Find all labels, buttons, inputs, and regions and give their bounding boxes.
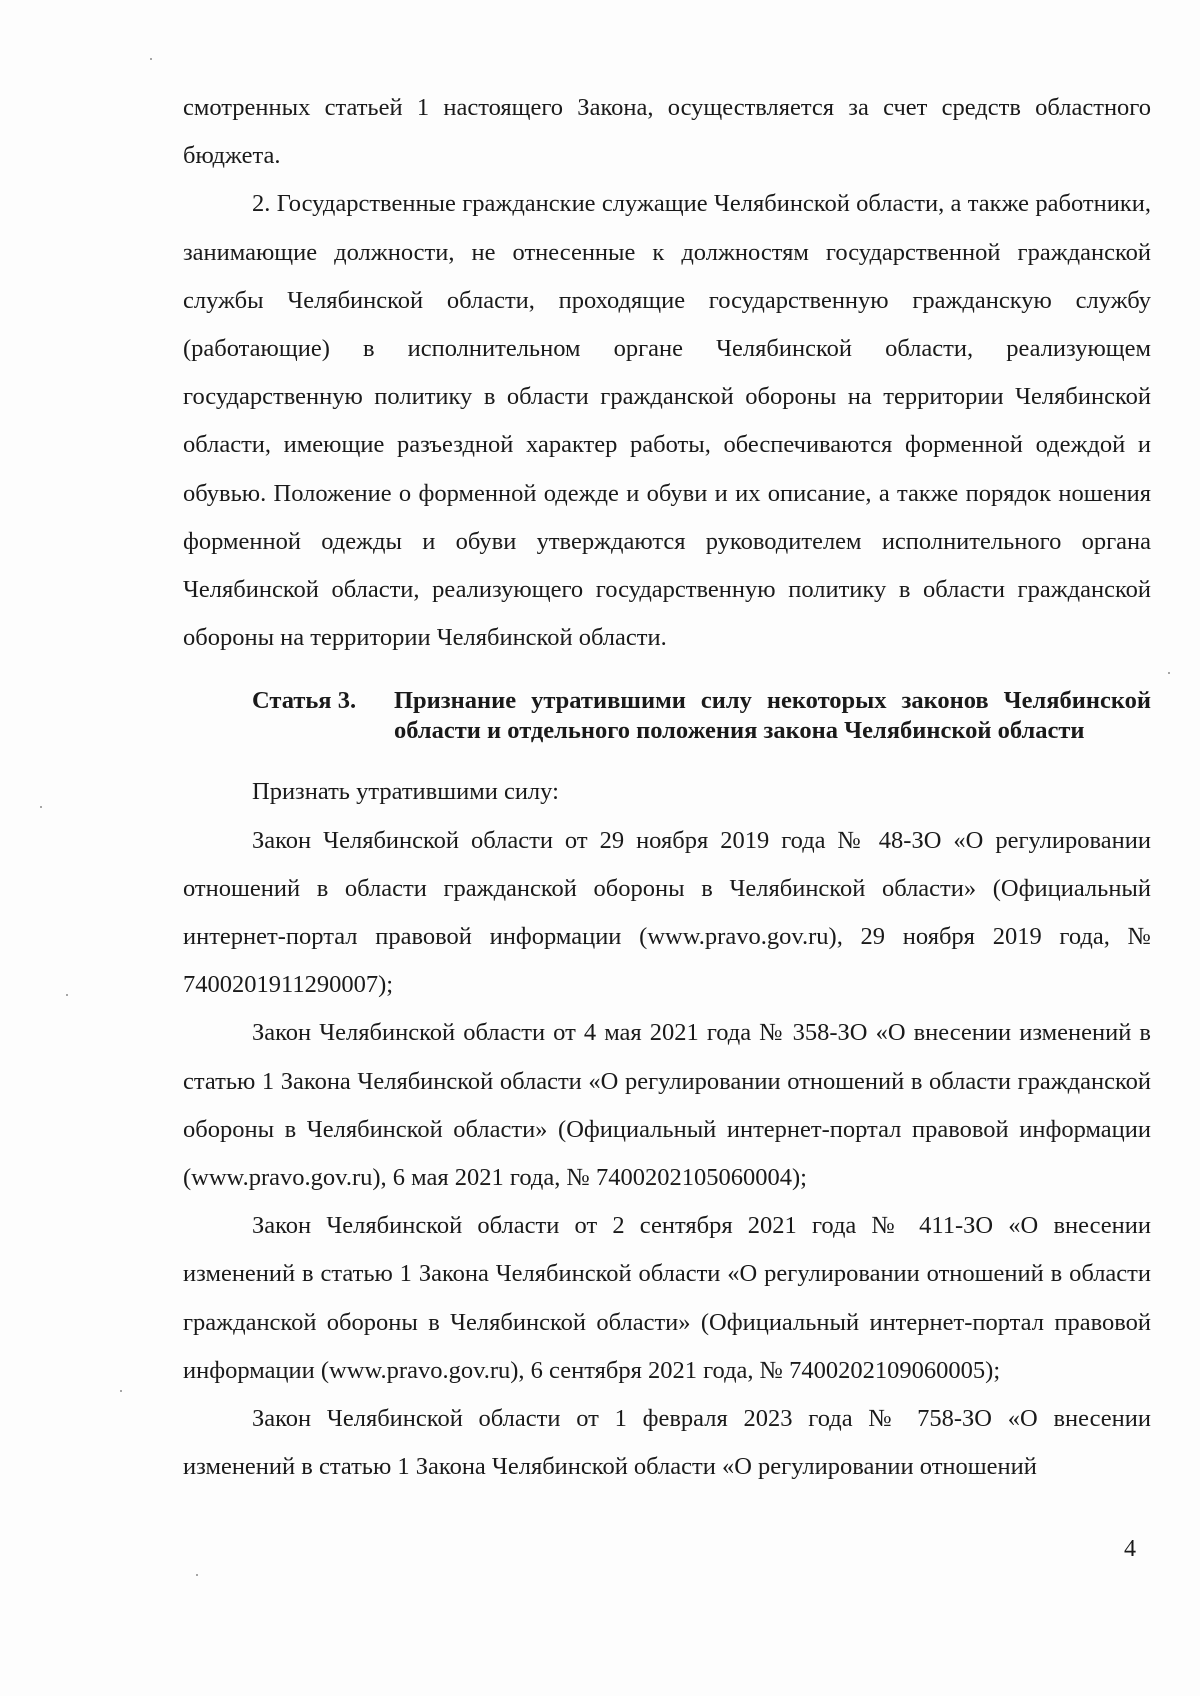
scan-speck <box>196 1574 198 1576</box>
paragraph-law-3: Закон Челябинской области от 2 сентября 2021 года № 411-ЗО «О внесении изменений в статью 1 Закона Челябинской области «О регулировании отношений в области гражданской обороны в Челябинской области» (Официальный интернет-портал правовой информации (www.pravo.gov.ru), 6 сентября 2021 года, № 7400202109060005); <box>183 1212 1151 1384</box>
scan-speck <box>120 1390 122 1392</box>
article-number: Статья 3. <box>252 687 357 715</box>
paragraph-item-2: 2. Государственные гражданские служащие Челябинской области, а также работники, занимающие должности, не отнесенные к должностям государственной гражданской службы Челябинской области, проходящие государственную гражданскую службу (работающие) в исполнительном органе Челябинской области, реализующем государственную политику в области гражданской обороны на территории Челябинской области, имеющие разъездной характер работы, обеспечиваются форменной одеждой и обувью. Положение о форменной одежде и обуви и их описание, а также порядок ношения форменной одежды и обуви утверждаются руководителем исполнительного органа Челябинской области, реализующего государственную политику в области гражданской обороны на территории Челябинской области. <box>183 190 1151 652</box>
scan-speck <box>66 994 68 996</box>
article-heading <box>183 686 1151 746</box>
paragraph-continuation: смотренных статьей 1 настоящего Закона, осуществляется за счет средств областного бюджета. <box>183 94 1151 170</box>
document-body <box>183 84 1151 1491</box>
page-number: 4 <box>1124 1536 1136 1562</box>
paragraph-law-4: Закон Челябинской области от 1 февраля 2023 года № 758-ЗО «О внесении изменений в статью 1 Закона Челябинской области «О регулировании отношений <box>183 1405 1151 1481</box>
article-title: Признание утратившими силу некоторых законов Челябинской области и отдельного положения закона Челябинской области <box>394 687 1151 745</box>
paragraph-intro: Признать утратившими силу: <box>252 778 559 806</box>
paragraph-law-1: Закон Челябинской области от 29 ноября 2019 года № 48-ЗО «О регулировании отношений в области гражданской обороны в Челябинской области» (Официальный интернет-портал правовой информации (www.pravo.gov.ru), 29 ноября 2019 года, № 7400201911290007); <box>183 826 1151 999</box>
paragraph-law-2: Закон Челябинской области от 4 мая 2021 года № 358-ЗО «О внесении изменений в статью 1 Закона Челябинской области «О регулировании отношений в области гражданской обороны в Челябинской области» (Официальный интернет-портал правовой информации (www.pravo.gov.ru), 6 мая 2021 года, № 7400202105060004); <box>183 1019 1151 1192</box>
scan-speck <box>40 806 42 808</box>
scan-speck <box>150 58 152 60</box>
scan-speck <box>1168 672 1170 674</box>
